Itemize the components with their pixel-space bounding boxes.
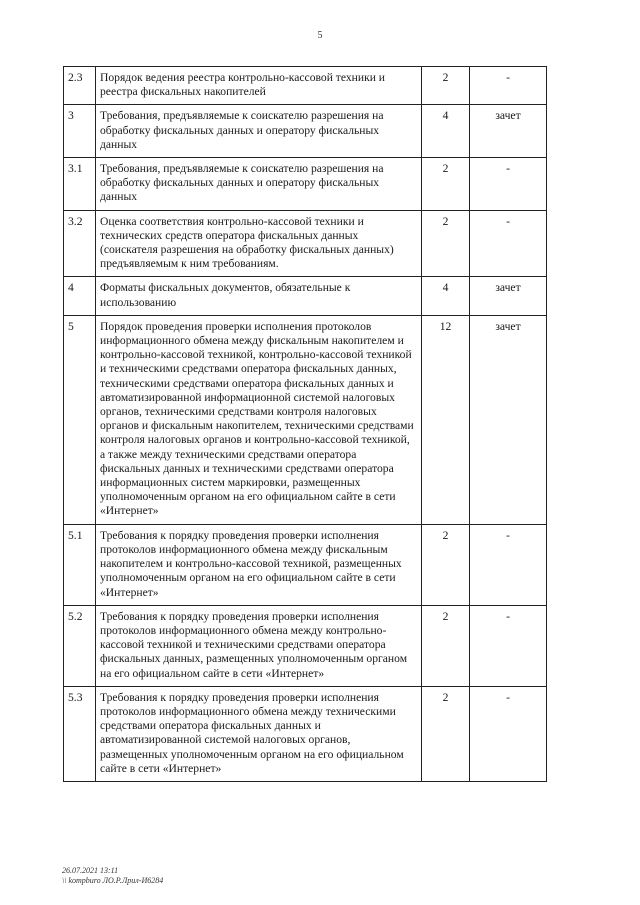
- table-row: [64, 67, 547, 105]
- table-row: [64, 210, 547, 277]
- row-assessment-form: -: [470, 67, 547, 105]
- table-row: [64, 686, 547, 781]
- row-hours: 2: [422, 210, 470, 277]
- row-number: 3.2: [64, 210, 96, 277]
- row-number: 5.1: [64, 524, 96, 605]
- row-assessment-form: -: [470, 605, 547, 686]
- row-hours: 2: [422, 67, 470, 105]
- table-row: [64, 605, 547, 686]
- row-title: Требования, предъявляемые к соискателю разрешения на обработку фискальных данных и оператору фискальных данных: [96, 105, 422, 158]
- row-title: Оценка соответствия контрольно-кассовой техники и технических средств оператора фискальных данных (соискателя разрешения на обработку фискальных данных) предъявляемым к ним требованиям.: [96, 210, 422, 277]
- row-title: Порядок проведения проверки исполнения протоколов информационного обмена между фискальным накопителем и контрольно-кассовой техникой, контрольно-кассовой техникой и техническими средствами оператора фискальных данных, техническими средствами оператора фискальных данных и автоматизированной информационной системой налоговых органов, техническими средствами контроля налоговых органов и фискальным накопителем, техническими средствами контроля налоговых органов и контрольно-кассовой техникой, а также между техническими средствами оператора фискальных данных и техническими средствами оператора информационных систем маркировки, размещенных уполномоченным органом на его официальном сайте в сети «Интернет»: [96, 315, 422, 524]
- footer-timestamp: 26.07.2021 13:11: [62, 866, 119, 875]
- row-assessment-form: -: [470, 210, 547, 277]
- row-assessment-form: зачет: [470, 105, 547, 158]
- table-row: [64, 105, 547, 158]
- row-assessment-form: зачет: [470, 277, 547, 315]
- row-number: 3.1: [64, 158, 96, 211]
- row-title: Требования к порядку проведения проверки исполнения протоколов информационного обмена между фискальным накопителем и контрольно-кассовой техникой, размещенных уполномоченным органом на его официальном сайте в сети «Интернет»: [96, 524, 422, 605]
- table-body: [64, 67, 547, 782]
- row-hours: 2: [422, 605, 470, 686]
- row-number: 5.3: [64, 686, 96, 781]
- row-assessment-form: -: [470, 524, 547, 605]
- row-title: Порядок ведения реестра контрольно-кассовой техники и реестра фискальных накопителей: [96, 67, 422, 105]
- row-hours: 2: [422, 686, 470, 781]
- table-row: [64, 158, 547, 211]
- curriculum-table: [63, 66, 547, 782]
- row-hours: 12: [422, 315, 470, 524]
- table-row: [64, 524, 547, 605]
- row-assessment-form: -: [470, 158, 547, 211]
- row-number: 2.3: [64, 67, 96, 105]
- row-number: 5: [64, 315, 96, 524]
- row-title: Форматы фискальных документов, обязательные к использованию: [96, 277, 422, 315]
- row-assessment-form: зачет: [470, 315, 547, 524]
- row-hours: 2: [422, 524, 470, 605]
- row-hours: 4: [422, 105, 470, 158]
- row-number: 4: [64, 277, 96, 315]
- table-row: [64, 277, 547, 315]
- footer-stamp: [62, 866, 163, 886]
- row-number: 3: [64, 105, 96, 158]
- row-hours: 2: [422, 158, 470, 211]
- row-title: Требования к порядку проведения проверки исполнения протоколов информационного обмена между контрольно-кассовой техникой и техническими средствами оператора фискальных данных, размещенных уполномоченным органом на его официальном сайте в сети «Интернет»: [96, 605, 422, 686]
- row-title: Требования к порядку проведения проверки исполнения протоколов информационного обмена между техническими средствами оператора фискальных данных и автоматизированной системой налоговых органов, размещенных уполномоченным органом на его официальном сайте в сети «Интернет»: [96, 686, 422, 781]
- row-number: 5.2: [64, 605, 96, 686]
- row-hours: 4: [422, 277, 470, 315]
- row-title: Требования, предъявляемые к соискателю разрешения на обработку фискальных данных и оператору фискальных данных: [96, 158, 422, 211]
- row-assessment-form: -: [470, 686, 547, 781]
- footer-file-path: \\ kompburo ЛО.Р.Лрил-И6284: [62, 876, 164, 885]
- page-number: 5: [317, 30, 323, 41]
- table-row: [64, 315, 547, 524]
